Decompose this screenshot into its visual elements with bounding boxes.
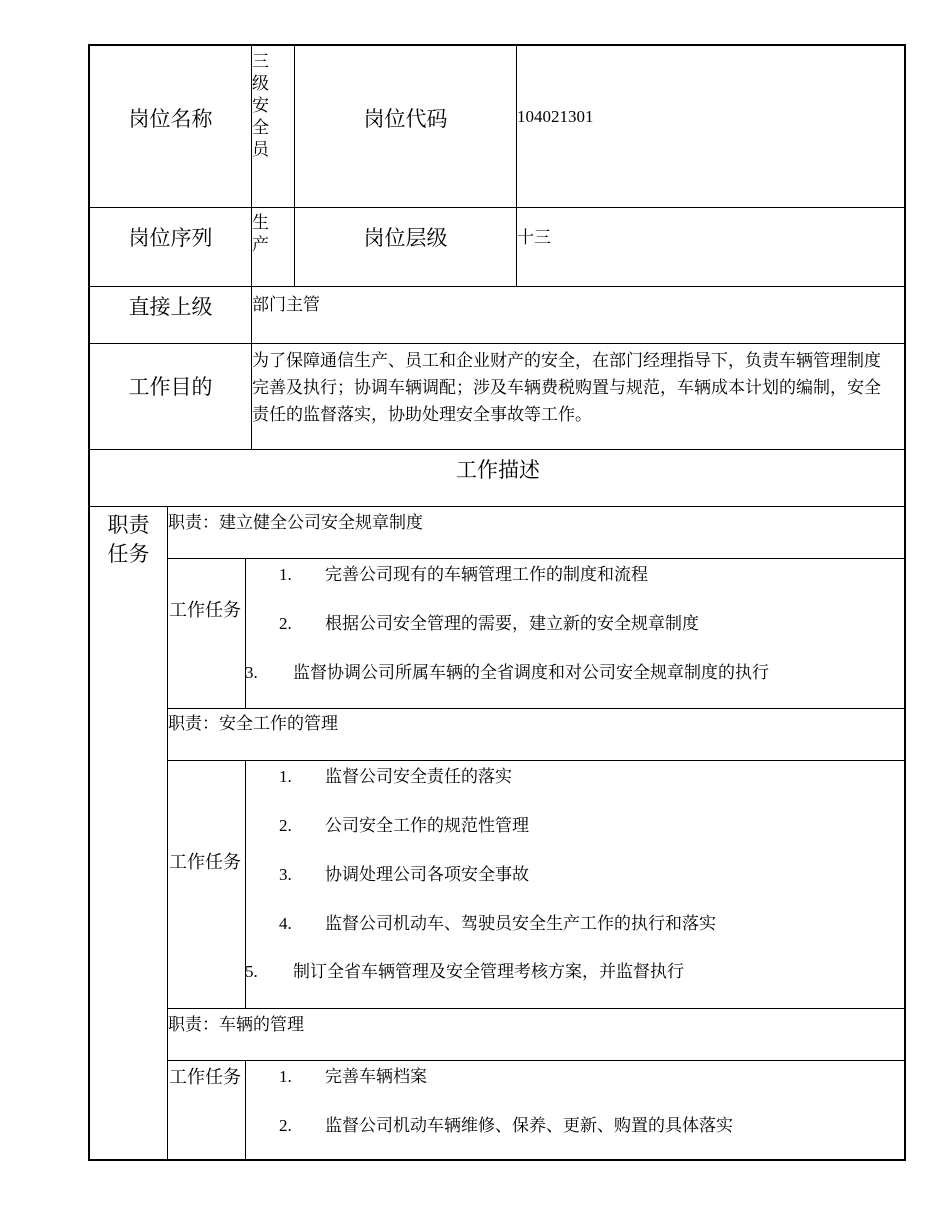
task-item <box>279 766 512 788</box>
position-series-value: 生产 <box>252 213 269 254</box>
task-text: 协调处理公司各项安全事故 <box>325 865 529 884</box>
task-text: 根据公司安全管理的需要，建立新的安全规章制度 <box>325 614 699 633</box>
task-text: 完善车辆档案 <box>325 1067 427 1086</box>
task-item <box>279 564 648 586</box>
task-number: 2. <box>279 614 292 633</box>
superior-label: 直接上级 <box>128 295 213 319</box>
task-number: 5. <box>245 962 258 981</box>
position-series-label: 岗位序列 <box>128 226 213 250</box>
duty-title-2: 职责：安全工作的管理 <box>168 714 338 733</box>
duty-title-1: 职责：建立健全公司安全规章制度 <box>168 513 423 532</box>
task-number: 4. <box>279 914 292 933</box>
task-text: 监督协调公司所属车辆的全省调度和对公司安全规章制度的执行 <box>293 663 769 682</box>
task-text: 监督公司机动车辆维修、保养、更新、购置的具体落实 <box>325 1116 733 1135</box>
position-name-value: 三级安全员 <box>252 52 269 159</box>
task-label-3: 工作任务 <box>169 1067 241 1087</box>
task-item <box>279 815 529 837</box>
task-item <box>245 662 769 684</box>
position-code-value: 104021301 <box>517 107 594 126</box>
task-number: 1. <box>279 1067 292 1086</box>
task-label-2: 工作任务 <box>169 852 241 872</box>
task-number: 3. <box>279 865 292 884</box>
task-number: 1. <box>279 565 292 584</box>
task-number: 2. <box>279 1116 292 1135</box>
work-description-heading: 工作描述 <box>456 458 540 482</box>
task-item <box>279 1066 427 1088</box>
superior-value: 部门主管 <box>252 295 320 314</box>
task-number: 2. <box>279 816 292 835</box>
task-text: 制订全省车辆管理及安全管理考核方案，并监督执行 <box>293 962 684 981</box>
task-text: 公司安全工作的规范性管理 <box>325 816 529 835</box>
task-label-1: 工作任务 <box>169 600 241 620</box>
position-code-label: 岗位代码 <box>363 106 448 131</box>
task-item <box>245 961 684 983</box>
duties-label: 职责任务 <box>107 513 150 566</box>
job-description-table <box>88 44 906 1161</box>
duty-title-3: 职责：车辆的管理 <box>168 1015 304 1034</box>
position-level-label: 岗位层级 <box>363 226 448 250</box>
task-item <box>279 1115 733 1137</box>
task-number: 3. <box>245 663 258 682</box>
position-level-value: 十三 <box>517 228 551 247</box>
task-number: 1. <box>279 767 292 786</box>
task-item <box>279 613 699 635</box>
task-item <box>279 913 716 935</box>
position-name-label: 岗位名称 <box>128 106 213 131</box>
purpose-value: 为了保障通信生产、员工和企业财产的安全，在部门经理指导下，负责车辆管理制度完善及执行；协调车辆调配；涉及车辆费税购置与规范，车辆成本计划的编制，安全责任的监督落实，协助处理安全事故等工作。 <box>252 351 881 424</box>
task-text: 监督公司机动车、驾驶员安全生产工作的执行和落实 <box>325 914 716 933</box>
purpose-label: 工作目的 <box>128 375 213 399</box>
task-text: 监督公司安全责任的落实 <box>325 767 512 786</box>
task-item <box>279 864 529 886</box>
task-text: 完善公司现有的车辆管理工作的制度和流程 <box>325 565 648 584</box>
